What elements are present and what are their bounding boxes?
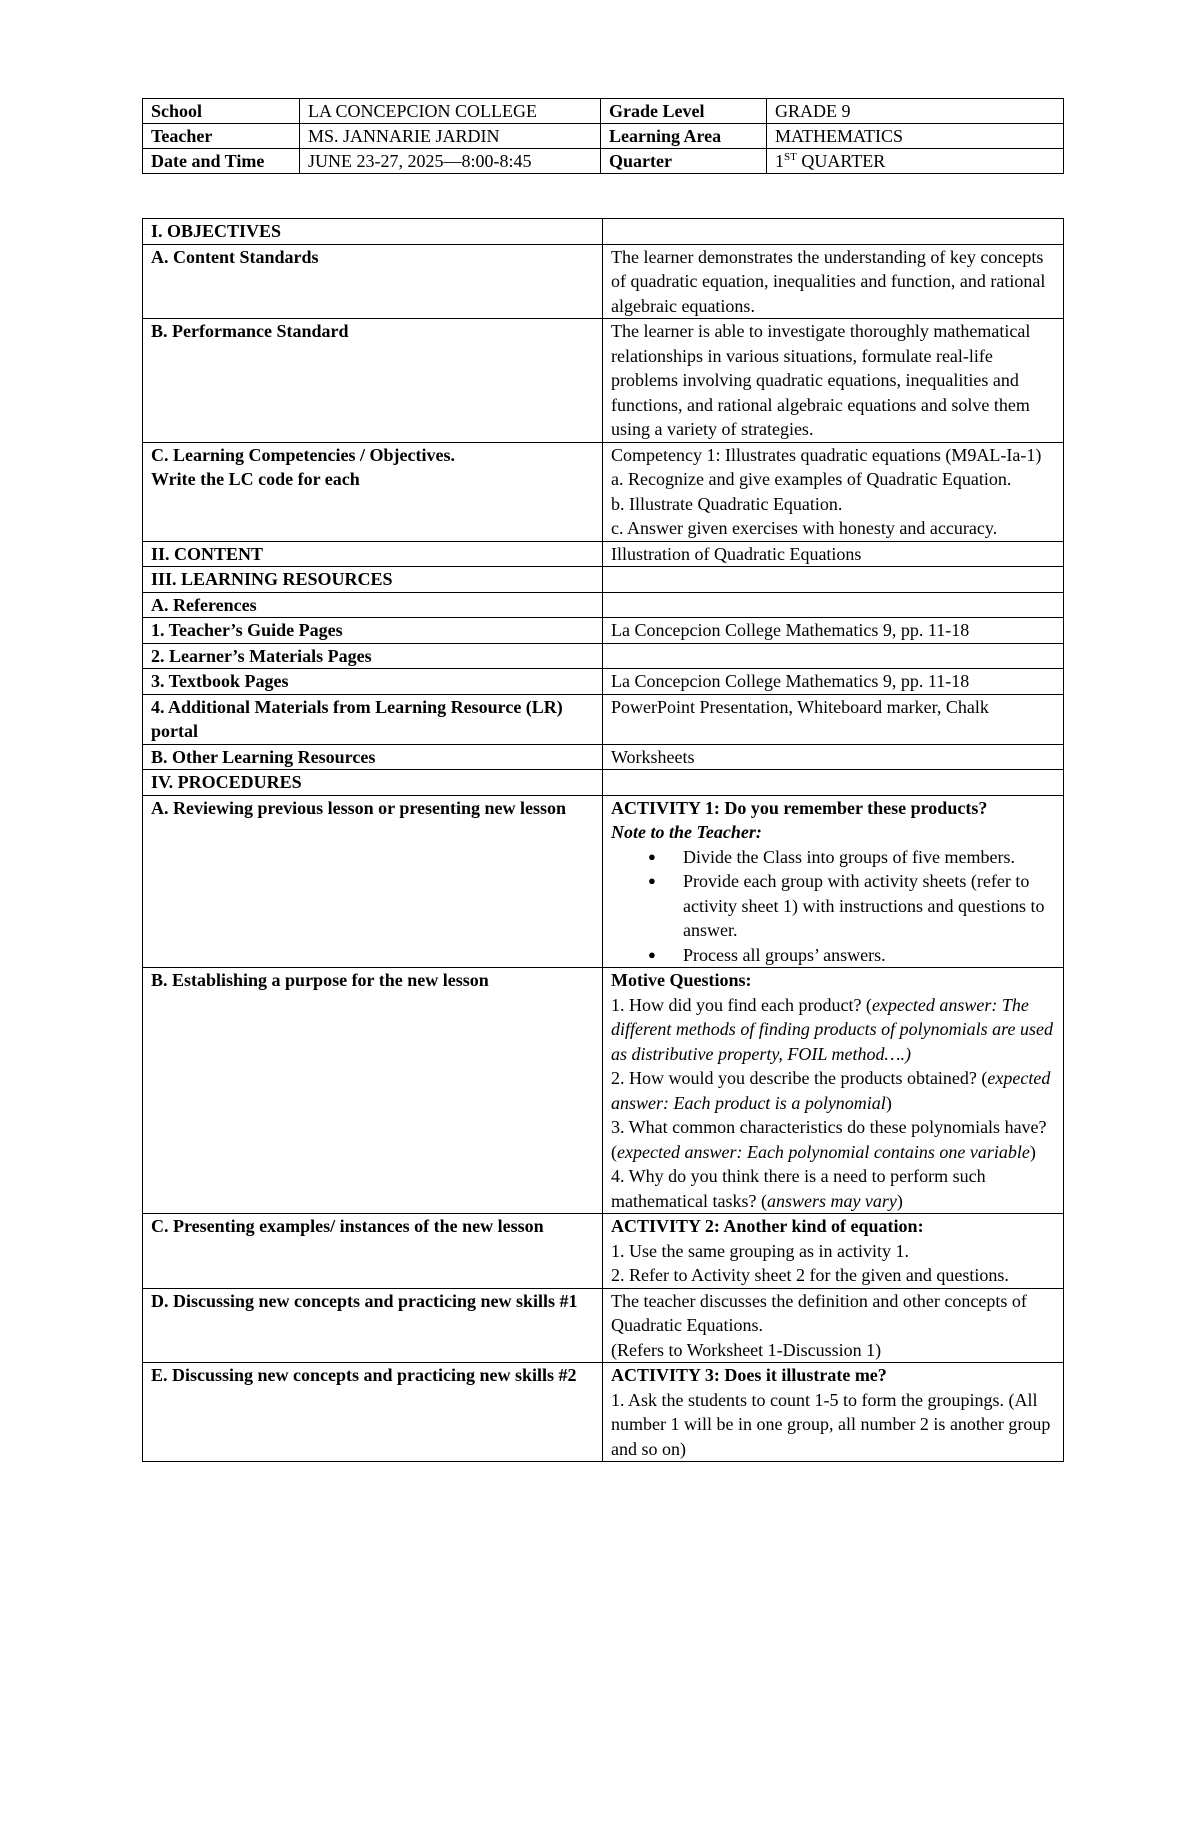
procedure-b-value [603, 968, 1064, 1214]
row-additional-materials [143, 694, 1064, 744]
other-resources-label: B. Other Learning Resources [143, 744, 603, 770]
lc-line: a. Recognize and give examples of Quadratic Equation. [611, 469, 1012, 489]
quarter-ordinal-suffix: ST [784, 151, 797, 163]
row-procedures [143, 770, 1064, 796]
lc-label-line-1: C. Learning Competencies / Objectives. [151, 444, 455, 465]
list-item: ● Process all groups’ answers. [683, 943, 1055, 968]
procedures-heading: IV. PROCEDURES [143, 770, 603, 796]
lc-line: Competency 1: Illustrates quadratic equations (M9AL-Ia-1) [611, 444, 1042, 465]
learning-area-value: MATHEMATICS [767, 124, 1064, 149]
quarter-label: Quarter [601, 149, 767, 174]
row-procedure-a [143, 795, 1064, 968]
question-text: 4. Why do you think there is a need to perform such mathematical tasks? ( [611, 1166, 986, 1211]
additional-materials-value: PowerPoint Presentation, Whiteboard marker, Chalk [603, 694, 1064, 744]
learning-resources-empty [603, 567, 1064, 593]
row-procedure-e [143, 1363, 1064, 1462]
date-time-value: JUNE 23-27, 2025—8:00-8:45 [300, 149, 601, 174]
question-close: ) [1029, 1141, 1036, 1162]
grade-level-value: GRADE 9 [767, 99, 1064, 124]
row-procedure-d [143, 1288, 1064, 1363]
motive-question-2 [611, 1066, 1055, 1115]
question-close: ) [896, 1190, 903, 1211]
procedure-c-label: C. Presenting examples/ instances of the new lesson [143, 1214, 603, 1289]
question-text: 1. How did you find each product? ( [611, 994, 872, 1015]
question-close: ) [885, 1092, 892, 1113]
textbook-pages-label: 3. Textbook Pages [143, 669, 603, 695]
header-row-teacher [143, 124, 1064, 149]
activity-3-line: 1. Ask the students to count 1-5 to form the groupings. (All number 1 will be in one group, all number 2 is another group and so on) [611, 1389, 1051, 1459]
motive-question-1 [611, 993, 1055, 1067]
row-references [143, 592, 1064, 618]
row-learners-materials [143, 643, 1064, 669]
activity-2-line: 1. Use the same grouping as in activity 1. [611, 1240, 909, 1261]
row-objectives [143, 219, 1064, 245]
content-standards-label: A. Content Standards [143, 244, 603, 319]
row-procedure-b [143, 968, 1064, 1214]
question-text: 3. What common characteristics do these polynomials have? ( [611, 1117, 1047, 1162]
procedure-b-label: B. Establishing a purpose for the new lesson [143, 968, 603, 1214]
row-other-resources [143, 744, 1064, 770]
objectives-empty [603, 219, 1064, 245]
activity-1-title: ACTIVITY 1: Do you remember these products? [611, 797, 988, 818]
expected-answer: expected answer: Each polynomial contains one variable [617, 1141, 1030, 1162]
content-label: II. CONTENT [143, 541, 603, 567]
lc-label-line-2: Write the LC code for each [151, 469, 360, 489]
teacher-value: MS. JANNARIE JARDIN [300, 124, 601, 149]
row-learning-competencies [143, 442, 1064, 541]
learning-competencies-value [603, 442, 1064, 541]
discussion-line: (Refers to Worksheet 1-Discussion 1) [611, 1339, 882, 1360]
expected-answer: answers may vary [766, 1190, 897, 1211]
other-resources-value: Worksheets [603, 744, 1064, 770]
grade-level-label: Grade Level [601, 99, 767, 124]
question-text: 2. How would you describe the products obtained? ( [611, 1068, 988, 1088]
quarter-number: 1 [775, 151, 784, 171]
procedure-e-value [603, 1363, 1064, 1462]
learning-competencies-label [143, 442, 603, 541]
teachers-guide-value: La Concepcion College Mathematics 9, pp. 11-18 [603, 618, 1064, 644]
activity-2-line: 2. Refer to Activity sheet 2 for the given and questions. [611, 1265, 1009, 1285]
quarter-text: QUARTER [796, 151, 886, 171]
row-procedure-c [143, 1214, 1064, 1289]
row-content-standards [143, 244, 1064, 319]
content-standards-value: The learner demonstrates the understanding of key concepts of quadratic equation, inequalities and function, and rational algebraic equations. [603, 244, 1064, 319]
teachers-guide-label: 1. Teacher’s Guide Pages [143, 618, 603, 644]
list-item: ● Provide each group with activity sheets (refer to activity sheet 1) with instructions and questions to answer. [683, 869, 1055, 943]
discussion-line: The teacher discusses the definition and other concepts of Quadratic Equations. [611, 1290, 1027, 1335]
header-table [142, 98, 1064, 174]
learners-materials-label: 2. Learner’s Materials Pages [143, 643, 603, 669]
row-performance-standard [143, 319, 1064, 443]
activity-3-title: ACTIVITY 3: Does it illustrate me? [611, 1365, 887, 1385]
procedure-c-value [603, 1214, 1064, 1289]
header-row-school [143, 99, 1064, 124]
objectives-heading: I. OBJECTIVES [143, 219, 603, 245]
school-value: LA CONCEPCION COLLEGE [300, 99, 601, 124]
header-row-date [143, 149, 1064, 174]
learning-resources-heading: III. LEARNING RESOURCES [143, 567, 603, 593]
quarter-value [767, 149, 1064, 174]
references-label: A. References [143, 592, 603, 618]
teacher-label: Teacher [143, 124, 300, 149]
expected-answer: expected answer: Each product is a polynomial [611, 1068, 1051, 1113]
expected-answer: expected answer: The different methods of finding products of polynomials are used as distributive property, FOIL method….) [611, 994, 1053, 1064]
additional-materials-label: 4. Additional Materials from Learning Resource (LR) portal [143, 694, 603, 744]
procedure-d-value [603, 1288, 1064, 1363]
procedure-e-label: E. Discussing new concepts and practicing new skills #2 [143, 1363, 603, 1462]
activity-1-bullets [611, 845, 1055, 968]
row-textbook-pages [143, 669, 1064, 695]
motive-question-4 [611, 1164, 1055, 1213]
procedures-empty [603, 770, 1064, 796]
procedure-d-label: D. Discussing new concepts and practicing new skills #1 [143, 1288, 603, 1363]
procedure-a-label: A. Reviewing previous lesson or presenting new lesson [143, 795, 603, 968]
motive-question-3 [611, 1115, 1055, 1164]
activity-2-title: ACTIVITY 2: Another kind of equation: [611, 1216, 924, 1236]
row-teachers-guide [143, 618, 1064, 644]
lc-line: c. Answer given exercises with honesty and accuracy. [611, 518, 998, 538]
list-item: ● Divide the Class into groups of five members. [683, 845, 1055, 870]
content-value: Illustration of Quadratic Equations [603, 541, 1064, 567]
row-content [143, 541, 1064, 567]
school-label: School [143, 99, 300, 124]
performance-standard-label: B. Performance Standard [143, 319, 603, 443]
row-learning-resources [143, 567, 1064, 593]
motive-questions-title: Motive Questions: [611, 970, 752, 990]
date-time-label: Date and Time [143, 149, 300, 174]
lc-line: b. Illustrate Quadratic Equation. [611, 493, 843, 514]
learners-materials-empty [603, 643, 1064, 669]
performance-standard-value: The learner is able to investigate thoroughly mathematical relationships in various situations, formulate real-life problems involving quadratic equations, inequalities and functions, and rational algebraic equations and solve them using a variety of strategies. [603, 319, 1064, 443]
lesson-plan-table [142, 218, 1064, 1462]
procedure-a-value [603, 795, 1064, 968]
learning-area-label: Learning Area [601, 124, 767, 149]
references-empty [603, 592, 1064, 618]
note-to-teacher: Note to the Teacher: [611, 822, 762, 842]
textbook-pages-value: La Concepcion College Mathematics 9, pp. 11-18 [603, 669, 1064, 695]
